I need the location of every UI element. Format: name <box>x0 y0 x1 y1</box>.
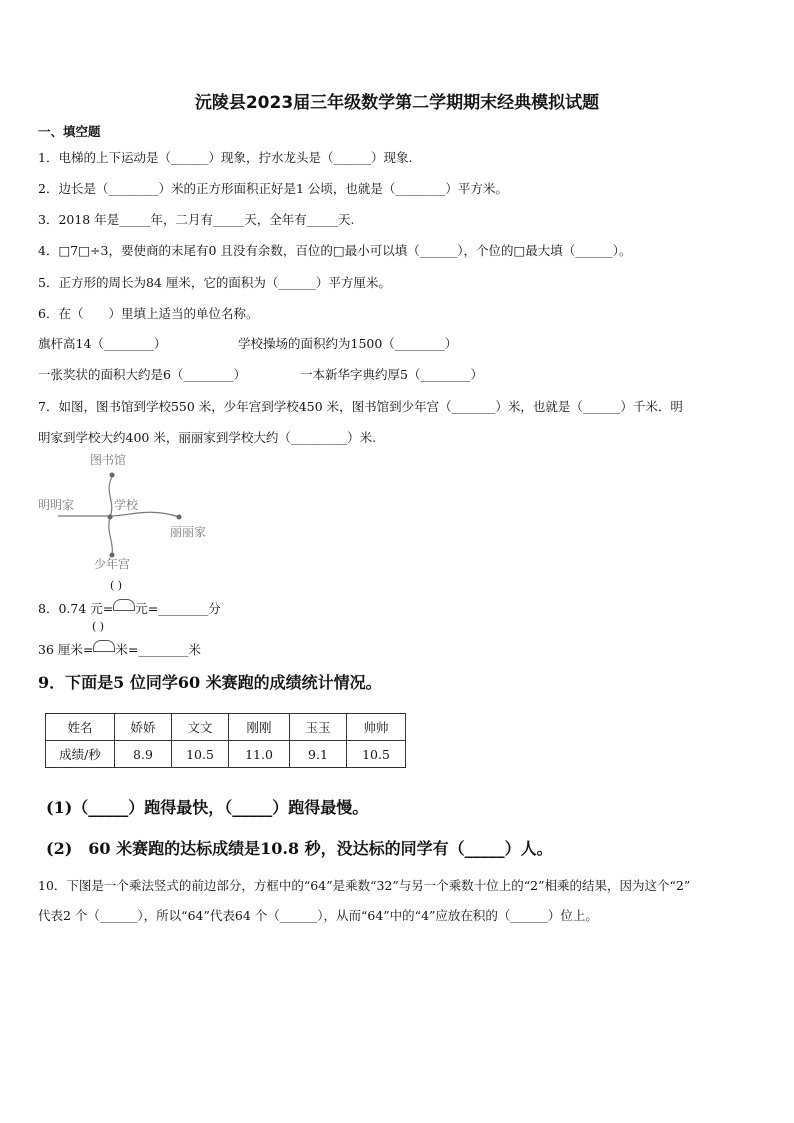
question-6a: 旗杆高14（________） <box>38 336 167 351</box>
question-6c: 一张奖状的面积大约是6（________） <box>38 367 246 382</box>
q8-blank-top-1: ( ) <box>110 579 123 592</box>
question-1: 1．电梯的上下运动是（______）现象，拧水龙头是（______）现象. <box>38 150 413 165</box>
table-cell: 10.5 <box>172 741 229 768</box>
table-header-cell: 帅帅 <box>347 714 406 741</box>
lili-point <box>177 515 182 520</box>
question-10-line1: 10．下图是一个乘法竖式的前边部分，方框中的“64”是乘数“32”与另一个乘数十位上的“2”相乘的结果，因为这个“2” <box>38 878 691 893</box>
question-9: 9．下面是5 位同学60 米赛跑的成绩统计情况。 <box>38 673 382 692</box>
label-library: 图书馆 <box>90 453 127 467</box>
label-mingming: 明明家 <box>38 498 75 512</box>
question-6: 6．在（ ）里填上适当的单位名称。 <box>38 306 259 321</box>
page-title: 沅陵县2023届三年级数学第二学期期末经典模拟试题 <box>194 93 600 113</box>
label-lili: 丽丽家 <box>170 525 207 539</box>
table-header-row <box>46 714 406 741</box>
table-header-cell: 文文 <box>172 714 229 741</box>
table-header-cell: 娇娇 <box>115 714 172 741</box>
table-cell: 8.9 <box>115 741 172 768</box>
q8-fraction-bar-2 <box>93 640 115 652</box>
question-10-line2: 代表2 个（______），所以“64”代表64 个（______），从而“64”中的“4”应放在积的（______）位上。 <box>38 908 598 923</box>
question-9-2: (2) 60 米赛跑的达标成绩是10.8 秒，没达标的同学有（_____）人。 <box>46 839 553 858</box>
map-diagram <box>34 447 224 577</box>
question-7-line2: 明家到学校大约400 米，丽丽家到学校大约（_________）米. <box>38 430 377 445</box>
school-point <box>108 515 113 520</box>
label-youth: 少年宫 <box>94 557 131 571</box>
table-cell: 9.1 <box>290 741 347 768</box>
question-4: 4．□7□÷3，要使商的末尾有0 且没有余数，百位的□最小可以填（______），个位的□最大填（______）。 <box>38 243 632 258</box>
q8-text-c: 36 厘米= <box>38 642 94 657</box>
q8-text-a: 8．0.74 元= <box>38 601 114 616</box>
question-8-line2 <box>38 640 201 658</box>
q8-fraction-bar-1 <box>113 599 135 611</box>
question-2: 2．边长是（________）米的正方形面积正好是1 公顷，也就是（________）平方米。 <box>38 181 508 196</box>
table-row <box>46 741 406 768</box>
question-9-1: (1)（_____）跑得最快，（_____）跑得最慢。 <box>46 798 369 817</box>
question-5: 5．正方形的周长为84 厘米，它的面积为（______）平方厘米。 <box>38 275 391 290</box>
question-8-line1 <box>38 599 221 617</box>
table-cell: 成绩/秒 <box>46 741 115 768</box>
section-heading: 一、填空题 <box>38 124 101 139</box>
score-table <box>45 713 406 768</box>
question-6d: 一本新华字典约厚5（________） <box>300 367 483 382</box>
table-header-cell: 姓名 <box>46 714 115 741</box>
table-header-cell: 玉玉 <box>290 714 347 741</box>
question-3: 3．2018 年是_____年，二月有_____天，全年有_____天. <box>38 212 355 227</box>
table-cell: 10.5 <box>347 741 406 768</box>
q8-text-d: 米=________米 <box>115 642 201 657</box>
q8-text-b: 元=________分 <box>135 601 221 616</box>
question-6b: 学校操场的面积约为1500（________） <box>238 336 458 351</box>
label-school: 学校 <box>114 498 139 512</box>
road-mingming-lili <box>58 512 179 517</box>
library-point <box>110 473 115 478</box>
table-cell: 11.0 <box>229 741 290 768</box>
table-header-cell: 刚刚 <box>229 714 290 741</box>
q8-blank-top-2: ( ) <box>92 620 105 633</box>
question-7-line1: 7．如图，图书馆到学校550 米，少年宫到学校450 米，图书馆到少年宫（_______）米，也就是（______）千米．明 <box>38 399 683 414</box>
